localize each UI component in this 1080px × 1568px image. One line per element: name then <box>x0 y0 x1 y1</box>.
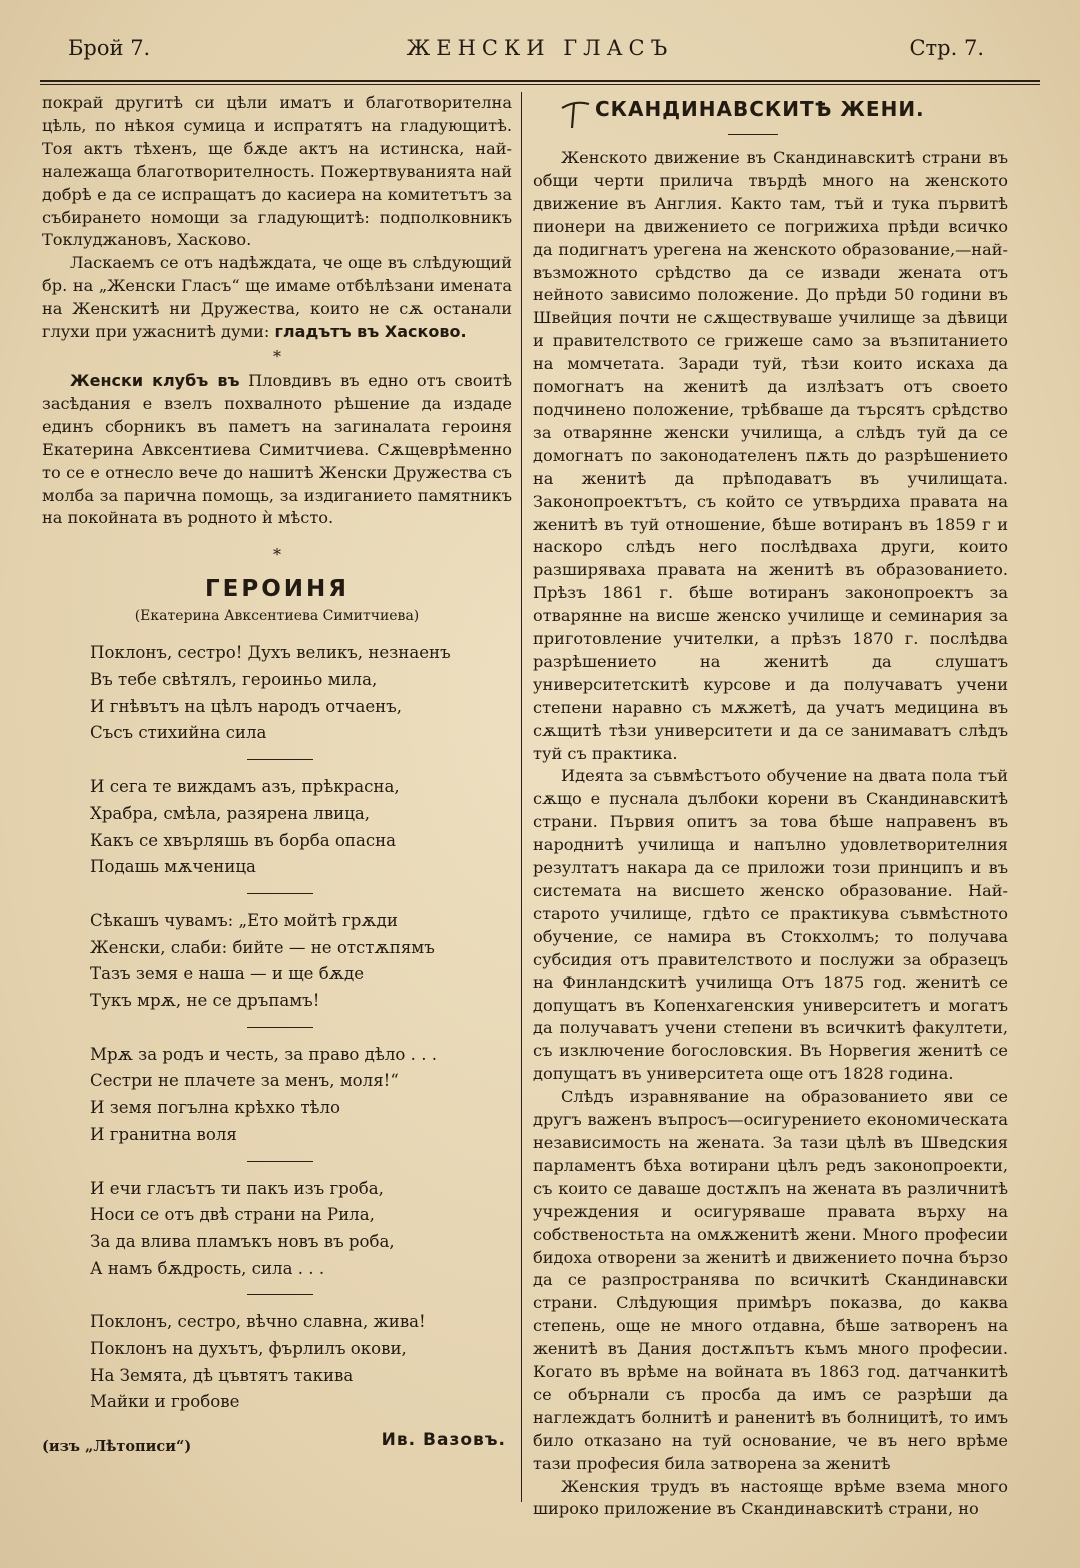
right-paragraph-3: Слѣдъ изравнявание на образованието яви се другъ важенъ въпросъ—осигурението економическата независимость на жената. За тази цѣлѣ въ Шведския парламентъ бѣха вотирани цѣлъ редъ законопроекти, съ които се даваше достѫпъ на жената въ различнитѣ учреждения и осигуряваше правата върху на собственостьта на омѫженитѣ жени. Много професии бидоха отворени за женитѣ и движението почна бързо да се разпространява по всичкитѣ Скандинавски страни. Слѣдующия примѣръ показва, до каква степень, още не много отдавна, бѣше затворенъ на женитѣ въ Дания достѫпътъ къмъ много професии. Когато въ врѣме на войната въ 1863 год. датчанкитѣ се обърнали съ просба да имъ се разрѣши да наглеждатъ болнитѣ и раненитѣ въ болницитѣ, то имъ било отказано на туй основание, че въ него врѣме тази професия била затворена за женитѣ <box>533 1087 1008 1473</box>
title-ornament-rule <box>728 134 778 135</box>
header-rule-thin <box>40 84 1040 85</box>
poem-line: Въ тебе свѣтялъ, героиньо мила, <box>90 670 378 690</box>
stanza-separator <box>247 759 313 760</box>
poem-line: Майки и гробове <box>90 1392 240 1412</box>
poem-line: И гранитна воля <box>90 1124 237 1144</box>
right-column <box>533 92 1008 1521</box>
poem-author: Ив. Вазовъ. <box>381 1430 506 1451</box>
poem-line: Тукъ мрѫ, не се дръпамъ! <box>90 991 320 1011</box>
poem-line: Поклонъ, сестро, вѣчно славна, жива! <box>90 1312 426 1332</box>
poem-line: За да влива пламъкъ новъ въ роба, <box>90 1231 395 1251</box>
poem-line: Храбра, смѣла, разярена лвица, <box>90 803 371 823</box>
poem-line: Подашь мѫченица <box>90 857 256 877</box>
section-separator-star: * <box>273 346 281 366</box>
left-paragraph-2 <box>42 252 512 344</box>
poem-line: Мрѫ за родъ и честь, за право дѣло . . . <box>90 1044 438 1064</box>
poem-stanza <box>90 1176 512 1283</box>
poem-subtitle: (Екатерина Авксентиева Симитчиева) <box>134 608 420 625</box>
left-paragraph-3-bold: Женски клубъ въ <box>70 370 240 390</box>
poem-line: Поклонъ на духътъ, фърлилъ окови, <box>90 1339 407 1359</box>
poem-stanza <box>90 640 512 747</box>
poem-stanza <box>90 908 512 1015</box>
poem-stanza <box>90 1042 512 1149</box>
header-rule <box>40 80 1040 82</box>
left-paragraph-3-text: Пловдивъ въ едно отъ своитѣ засѣдания е взелъ похвалното рѣшение да издаде единъ сборникъ въ паметъ на загиналата героиня Екатерина Авксентиева Симитчиева. Сѫщеврѣменно то се е отнесло вече до нашитѣ Женски Дружества съ молба за парична помощь, за издиганието памятникъ на покойната въ родното ѝ мѣсто. <box>42 370 512 528</box>
poem-line: Носи се отъ двѣ страни на Рила, <box>90 1205 375 1225</box>
stanza-separator <box>247 1294 313 1295</box>
stanza-separator <box>247 1161 313 1162</box>
issue-number: Брой 7. <box>68 36 151 60</box>
poem-line: Сѣкашъ чувамъ: „Ето мойтѣ грѫди <box>90 910 398 930</box>
left-paragraph-3 <box>42 370 512 530</box>
right-paragraph-1: Женското движение въ Скандинавскитѣ страни въ общи черти прилича твърдѣ много на женското движение въ Англия. Както там, тъй и тука първитѣ пионери на движението се погрижиха прѣди всичко да подигнатъ урегена на женското образование,—най-възможното срѣдство да се извади жената отъ нейното зависимо положение. До прѣди 50 години въ Швейция почти не сѫществуваше училище за дѣвици и правителството се грижеше само за възпитанието на момчетата. Заради туй, тѣзи които искаха да помогнатъ на женитѣ да излѣзатъ отъ своето подчинено положение, трѣбваше да търсятъ срѣдство за отварянне женски училища, а слѣдъ туй да се домогнатъ по законодателенъ пѫть до разрѣшението на женитѣ да прѣподаватъ въ училищата. Законопроектътъ, съ който се утвърдиха правата на женитѣ въ туй отношение, бѣше вотиранъ въ 1859 г и наскоро слѣдъ него послѣдваха други, които разширяваха правата на женитѣ въ образованието. Прѣзъ 1861 г. бѣше вотиранъ законопроектъ за отварянне на висше женско училище и семинария за приготовление учителки, а прѣзъ 1870 г. послѣдва разрѣшението на женитѣ да слушатъ университетскитѣ курсове и да получаватъ учени степени наравно съ мѫжетѣ, да учатъ медицина въ сѫщитѣ тѣзи университети и да се занимаватъ слѣдъ туй съ практика. <box>533 148 1008 763</box>
signature-row <box>42 1430 512 1460</box>
left-paragraph-2-text: Ласкаемъ се отъ надѣждата, че още въ слѣдующий бр. на „Женски Гласъ“ ще имаме отбѣлѣзани имената на Женскитѣ ни Дружества, които не сѫ останали глухи при ужаснитѣ думи: <box>42 253 512 342</box>
poem-line: Съсъ стихийна сила <box>90 723 267 743</box>
poem-source: (изъ „Лѣтописи“) <box>42 1438 192 1456</box>
poem-line: И сега те виждамъ азъ, прѣкрасна, <box>90 777 400 797</box>
article-title <box>569 94 1008 128</box>
handwritten-mark-icon <box>559 96 591 130</box>
poem-line: И гнѣвътъ на цѣлъ народъ отчаенъ, <box>90 696 403 716</box>
section-separator-star-2: * <box>273 545 281 565</box>
right-paragraph-2: Идеята за съвмѣстъото обучение на двата пола тъй сѫщо е пуснала дълбоки корени въ Скандинавскитѣ страни. Първия опитъ за това бѣше направенъ въ народнитѣ училища и напълно удовлетворителния резултатъ накара да се приложи този принципъ и въ системата на висшето женско образование. Най-старото училище, гдѣто се практикува съвмѣстното обучение, се намира въ Стокхолмъ; то получава субсидия отъ правителството и послужи за образецъ на Финландскитѣ училища Отъ 1875 год. женитѣ се допущатъ въ Копенхагенския университетъ и могатъ да получаватъ учени степени въ всичкитѣ факултети, съ изключение богословския. Въ Норвегия женитѣ се допущатъ въ университета още отъ 1828 година. <box>533 766 1008 1084</box>
poem-stanza <box>90 774 512 881</box>
poem-line: Тазъ земя е наша — и ще бѫде <box>90 964 365 984</box>
poem-line: А намъ бѫдрость, сила . . . <box>90 1258 325 1278</box>
column-divider <box>521 92 522 1502</box>
right-paragraph-4: Женския трудъ въ настояще врѣме взема много широко приложение въ Скандинавскитѣ страни, но <box>533 1476 1008 1519</box>
left-paragraph-1: покрай другитѣ си цѣли иматъ и благотворителна цѣль, по нѣкоя сумица и испратятъ на гладующитѣ. Тоя актъ тѣхенъ, ще бѫде актъ на истинска, най-належаща благотворителность. Пожертвуванията най добрѣ е да се испращатъ до касиера на комитетътъ за събирането номощи за гладующитѣ: подполковникъ Токлуджановъ, Хасково. <box>42 93 512 250</box>
poem-line: На Земята, дѣ цъвтятъ такива <box>90 1365 354 1385</box>
poem-line: Женски, слаби: бийте — не отстѫпямъ <box>90 937 435 957</box>
article-title-text: СКАНДИНАВСКИТѢ ЖЕНИ. <box>595 97 925 121</box>
poem-line: И земя погълна крѣхко тѣло <box>90 1098 341 1118</box>
stanza-separator <box>247 893 313 894</box>
poem-title: ГЕРОИНЯ <box>205 576 349 603</box>
poem-line: Поклонъ, сестро! Духъ великъ, незнаенъ <box>90 643 451 663</box>
masthead-title: ЖЕНСКИ ГЛАСЪ <box>406 36 674 60</box>
poem-line: Сестри не плачете за менъ, моля!“ <box>90 1071 399 1091</box>
stanza-separator <box>247 1027 313 1028</box>
poem-line: Какъ се хвърляшь въ борба опасна <box>90 830 397 850</box>
left-column <box>42 92 512 1460</box>
poem-line: И ечи гласътъ ти пакъ изъ гроба, <box>90 1178 384 1198</box>
left-paragraph-2-bold: гладътъ въ Хасково. <box>274 322 467 342</box>
page-number: Стр. 7. <box>909 36 984 60</box>
poem-stanza <box>90 1309 512 1416</box>
